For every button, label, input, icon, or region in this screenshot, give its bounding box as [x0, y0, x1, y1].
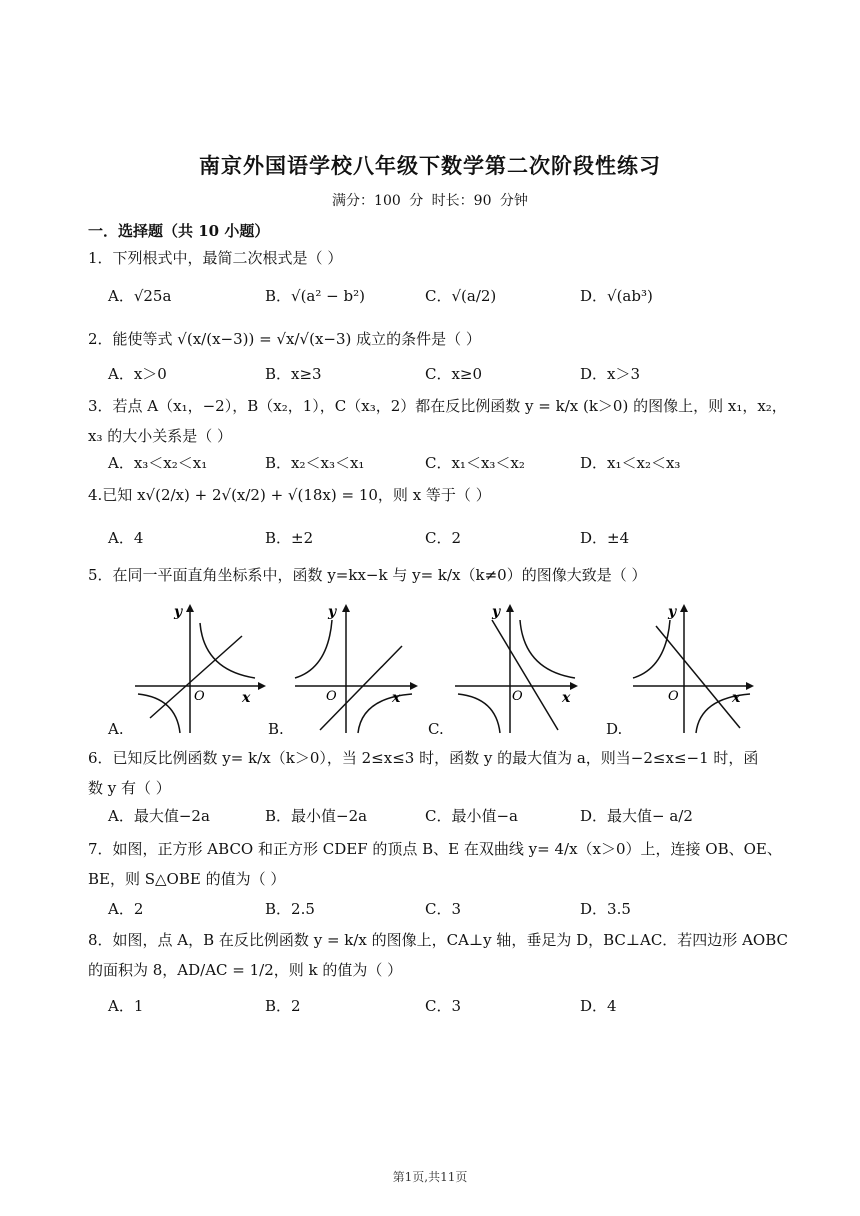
question-6-options: [108, 805, 788, 833]
option-a[interactable]: A．1: [108, 997, 144, 1015]
option-a[interactable]: A．x₃＜x₂＜x₁: [108, 454, 208, 472]
question-8-stem: 8．如图，点 A，B 在反比例函数 y = k/x 的图像上，CA⊥y 轴，垂足为 D，BC⊥AC．若四边形 AOBC: [88, 931, 788, 949]
option-d[interactable]: D．最大值− a/2: [580, 807, 693, 825]
option-c[interactable]: C．x₁＜x₃＜x₂: [425, 454, 525, 472]
question-6-stem-cont: 数 y 有（ ）: [88, 779, 171, 797]
question-3-options: [108, 452, 788, 480]
question-1: [88, 243, 788, 273]
option-d[interactable]: D．±4: [580, 529, 630, 547]
question-3-stem: 3．若点 A（x₁，−2），B（x₂，1），C（x₃，2）都在反比例函数 y = k/x (k＞0) 的图像上，则 x₁，x₂，: [88, 397, 787, 415]
graph-d-label[interactable]: D.: [606, 720, 623, 738]
option-b[interactable]: B．2.5: [265, 900, 315, 918]
option-c[interactable]: C．x≥0: [425, 365, 483, 383]
question-4-stem: 4.已知 x√(2/x) + 2√(x/2) + √(18x) = 10，则 x 等于（ ）: [88, 486, 491, 504]
question-7-options: [108, 898, 788, 926]
option-b[interactable]: B．x₂＜x₃＜x₁: [265, 454, 365, 472]
option-c[interactable]: C．2: [425, 529, 462, 547]
option-c[interactable]: C．最小值−a: [425, 807, 518, 825]
option-b[interactable]: B．2: [265, 997, 301, 1015]
option-d[interactable]: D．x₁＜x₂＜x₃: [580, 454, 681, 472]
graph-b-label[interactable]: B.: [268, 720, 284, 738]
option-b[interactable]: B．√(a² − b²): [265, 287, 365, 305]
graph-d: [628, 598, 768, 738]
question-8: [88, 925, 788, 985]
question-1-options: [108, 285, 788, 313]
graph-c: [450, 598, 590, 738]
question-3: [88, 391, 788, 451]
axis-x-label: x: [732, 690, 741, 706]
question-4-options: [108, 527, 788, 555]
question-6-stem: 6．已知反比例函数 y= k/x（k＞0），当 2≤x≤3 时，函数 y 的最大值为 a，则当−2≤x≤−1 时，函: [88, 749, 759, 767]
option-a[interactable]: A．最大值−2a: [108, 807, 210, 825]
axis-x-label: x: [242, 690, 251, 706]
option-a[interactable]: A．√25a: [108, 287, 172, 305]
page-title: 南京外国语学校八年级下数学第二次阶段性练习: [199, 153, 661, 178]
origin-label: O: [326, 689, 337, 704]
question-6: [88, 743, 788, 803]
question-2-options: [108, 363, 788, 391]
exam-meta: 满分：100 分 时长：90 分钟: [332, 193, 528, 209]
axis-y-label: y: [328, 604, 337, 620]
question-4: [88, 480, 788, 510]
option-a[interactable]: A．2: [108, 900, 144, 918]
question-7-stem: 7．如图，正方形 ABCO 和正方形 CDEF 的顶点 B、E 在双曲线 y= 4/x（x＞0）上，连接 OB、OE、: [88, 840, 782, 858]
axis-x-label: x: [562, 690, 571, 706]
axis-y-label: y: [668, 604, 677, 620]
axis-y-label: y: [492, 604, 501, 620]
option-b[interactable]: B．x≥3: [265, 365, 322, 383]
origin-label: O: [194, 689, 205, 704]
question-8-stem-cont: 的面积为 8，AD/AC = 1/2，则 k 的值为（ ）: [88, 961, 403, 979]
origin-label: O: [512, 689, 523, 704]
option-c[interactable]: C．3: [425, 997, 462, 1015]
option-c[interactable]: C．√(a/2): [425, 287, 497, 305]
option-d[interactable]: D．4: [580, 997, 617, 1015]
question-3-stem-cont: x₃ 的大小关系是（ ）: [88, 427, 233, 445]
graph-b: [290, 598, 430, 738]
question-7-stem-cont: BE，则 S△OBE 的值为（ ）: [88, 870, 286, 888]
question-1-stem: 1．下列根式中，最简二次根式是（ ）: [88, 249, 343, 267]
option-a[interactable]: A．4: [108, 529, 144, 547]
graph-a: [130, 598, 270, 738]
option-d[interactable]: D．√(ab³): [580, 287, 653, 305]
option-d[interactable]: D．x＞3: [580, 365, 641, 383]
origin-label: O: [668, 689, 679, 704]
question-2: [88, 324, 788, 354]
option-a[interactable]: A．x＞0: [108, 365, 167, 383]
question-7: [88, 834, 788, 894]
graph-a-label[interactable]: A.: [108, 720, 124, 738]
option-b[interactable]: B．最小值−2a: [265, 807, 368, 825]
axis-x-label: x: [392, 690, 401, 706]
option-b[interactable]: B．±2: [265, 529, 314, 547]
axis-y-label: y: [174, 604, 183, 620]
option-c[interactable]: C．3: [425, 900, 462, 918]
question-8-options: [108, 995, 788, 1023]
question-2-stem: 2．能使等式 √(x/(x−3)) = √x/√(x−3) 成立的条件是（ ）: [88, 330, 481, 348]
graph-c-label[interactable]: C.: [428, 720, 444, 738]
page-number: 第1页,共11页: [392, 1170, 468, 1184]
question-5: [88, 560, 788, 590]
question-5-stem: 5．在同一平面直角坐标系中，函数 y=kx−k 与 y= k/x（k≠0）的图像大致是（ ）: [88, 566, 647, 584]
section-heading: 一．选择题（共 10 小题）: [88, 222, 270, 240]
option-d[interactable]: D．3.5: [580, 900, 631, 918]
